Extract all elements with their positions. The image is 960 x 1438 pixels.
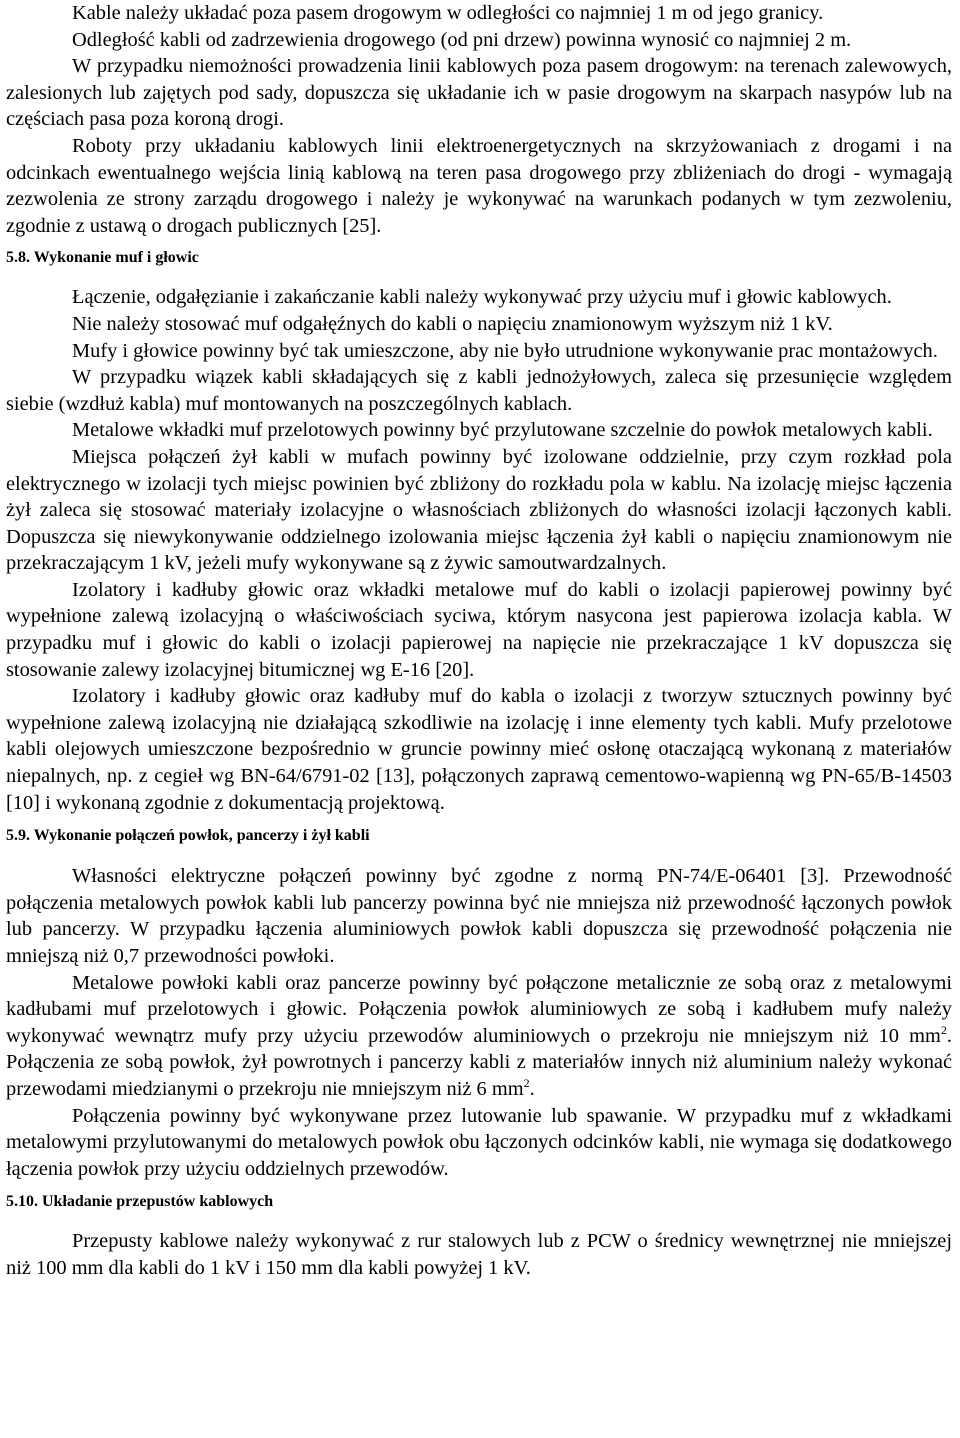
paragraph: W przypadku niemożności prowadzenia linii kablowych poza pasem drogowym: na terenach zalewowych, zalesionych lub zajętych pod sady, dopuszcza się układanie ich w pasie drogowym na skarpach nasypów lub na częściach pasa poza koroną drogi. xyxy=(6,55,952,131)
paragraph: Nie należy stosować muf odgałęźnych do kabli o napięciu znamionowym wyższym niż 1 kV. xyxy=(72,312,833,335)
paragraph: Własności elektryczne połączeń powinny być zgodne z normą PN-74/E-06401 [3]. Przewodność połączenia metalowych powłok kabli lub pancerzy powinna być nie mniejsza niż przewodność łączonych powłok lub pancerzy. W przypadku łączenia aluminiowych powłok kabli dopuszcza się przewodność połączenia nie mniejszą niż 0,7 przewodności powłoki. xyxy=(6,865,952,967)
paragraph: Odległość kabli od zadrzewienia drogowego (od pni drzew) powinna wynosić co najmniej 2 m. xyxy=(72,28,852,51)
section-heading-5-9: 5.9. Wykonanie połączeń powłok, pancerzy i żył kabli xyxy=(6,827,370,845)
paragraph: W przypadku wiązek kabli składających się z kabli jednożyłowych, zaleca się przesunięcie względem siebie (wzdłuż kabla) muf montowanych na poszczególnych kablach. xyxy=(6,366,952,415)
paragraph: Miejsca połączeń żył kabli w mufach powinny być izolowane oddzielnie, przy czym rozkład pola elektrycznego w izolacji tych miejsc powinien być zbliżony do rozkładu pola w kablu. Na izolację miejsc łączenia żył zaleca się stosować materiały izolacyjne o własnościach zbliżonych do własności izolacji łączonych kabli. Dopuszcza się niewykonywanie oddzielnego izolowania miejsc łączenia żył kabli o napięciu znamionowym nie przekraczającym 1 kV, jeżeli mufy wykonywane są z żywic samoutwardzalnych. xyxy=(6,445,952,575)
paragraph-text: Metalowe powłoki kabli oraz pancerze powinny być połączone metalicznie ze sobą oraz z metalowymi kadłubami muf przelotowych i głowic. Połączenia powłok aluminiowych ze sobą i kadłubem mufy należy wykonywać wewnątrz mufy przy użyciu przewodów aluminiowych o przekroju nie mniejszym niż 10 mm xyxy=(6,971,952,1047)
paragraph: Przepusty kablowe należy wykonywać z rur stalowych lub z PCW o średnicy wewnętrznej nie mniejszej niż 100 mm dla kabli do 1 kV i 150 mm dla kabli powyżej 1 kV. xyxy=(6,1230,952,1279)
paragraph: Łączenie, odgałęzianie i zakańczanie kabli należy wykonywać przy użyciu muf i głowic kablowych. xyxy=(72,286,892,309)
superscript: 2 xyxy=(940,1022,947,1037)
section-heading-5-10: 5.10. Układanie przepustów kablowych xyxy=(6,1193,274,1211)
paragraph: Połączenia powinny być wykonywane przez lutowanie lub spawanie. W przypadku muf z wkładkami metalowymi przylutowanymi do metalowych powłok obu łączonych odcinków kabli, nie wymaga się dodatkowego łączenia powłok przy użyciu oddzielnych przewodów. xyxy=(6,1104,952,1180)
paragraph: Izolatory i kadłuby głowic oraz wkładki metalowe muf do kabli o izolacji papierowej powinny być wypełnione zalewą izolacyjną o właściwościach syciwa, którym nasycona jest papierowa izolacja kabla. W przypadku muf i głowic do kabli o izolacji papierowej na napięcie nie przekraczające 1 kV dopuszcza się stosowanie zalewy izolacyjnej bitumicznej wg E-16 [20]. xyxy=(6,578,952,681)
paragraph: Metalowe wkładki muf przelotowych powinny być przylutowane szczelnie do powłok metalowych kabli. xyxy=(72,419,933,442)
document-page xyxy=(6,0,952,1282)
paragraph: Izolatory i kadłuby głowic oraz kadłuby muf do kabla o izolacji z tworzyw sztucznych powinny być wypełnione zalewą izolacyjną nie działającą szkodliwie na izolację i inne elementy tych kabli. Mufy przelotowe kabli olejowych umieszczone bezpośrednio w gruncie powinny mieć osłonę otaczającą wykonaną z materiałów niepalnych, np. z cegieł wg BN-64/6791-02 [13], połączonych zaprawą cementowo-wapienną wg PN-65/B-14503 [10] i wykonaną zgodnie z dokumentacją projektową. xyxy=(6,685,952,814)
paragraph: Mufy i głowice powinny być tak umieszczone, aby nie było utrudnione wykonywanie prac montażowych. xyxy=(72,339,938,362)
paragraph xyxy=(6,970,952,1103)
section-heading-5-8: 5.8. Wykonanie muf i głowic xyxy=(6,249,199,267)
paragraph-text: . xyxy=(529,1077,535,1100)
paragraph: Kable należy układać poza pasem drogowym w odległości co najmniej 1 m od jego granicy. xyxy=(72,2,824,24)
paragraph: Roboty przy układaniu kablowych linii elektroenergetycznych na skrzyżowaniach z drogami i na odcinkach ewentualnego wejścia linią kablową na teren pasa drogowego przy zbliżeniach do drogi - wymagają zezwolenia ze strony zarządu drogowego i należy je wykonywać na warunkach podanych w tym zezwoleniu, zgodnie z ustawą o drogach publicznych [25]. xyxy=(6,134,952,237)
paragraph-text: . Połączenia ze sobą powłok, żył powrotnych i pancerzy kabli z materiałów innych niż aluminium należy wykonać przewodami miedzianymi o przekroju nie mniejszym niż 6 mm xyxy=(6,1024,952,1100)
superscript: 2 xyxy=(523,1076,530,1091)
